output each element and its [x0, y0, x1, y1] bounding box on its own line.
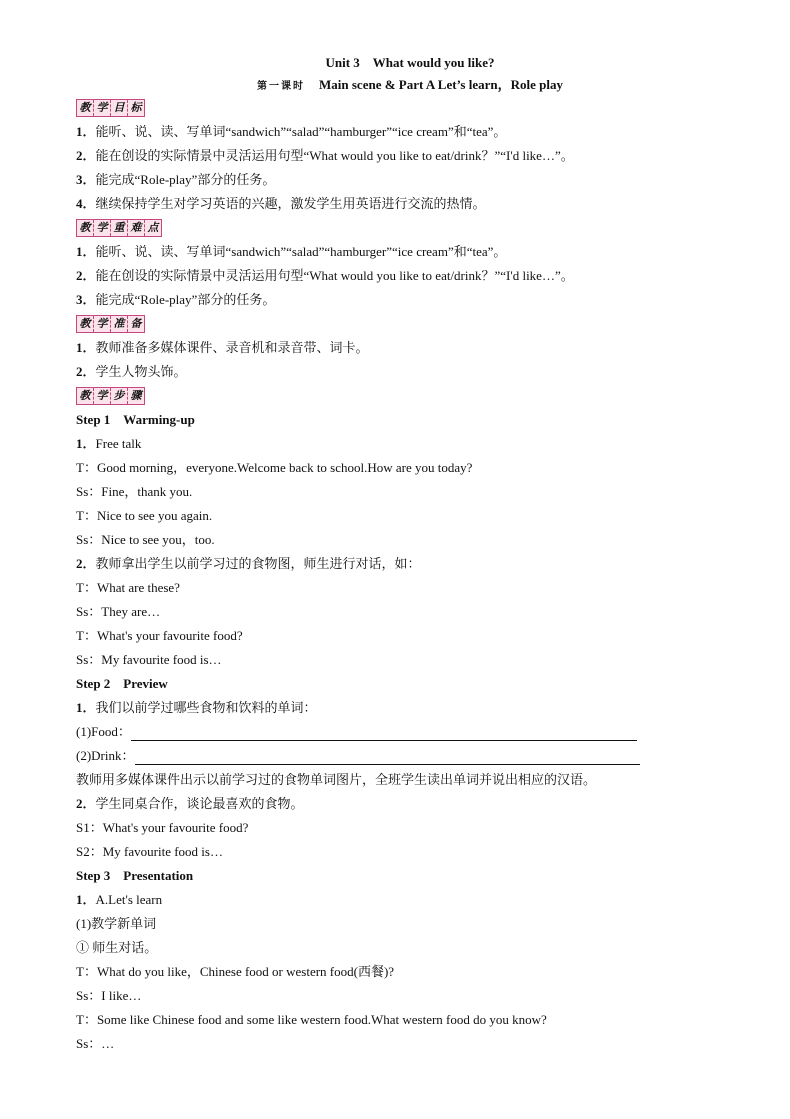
step2-line: 2．学生同桌合作，谈论最喜欢的食物。: [76, 796, 304, 811]
step3-line: T：What do you like，Chinese food or western food(西餐)?: [76, 964, 395, 979]
document-title: Unit 3 What would you like?: [325, 55, 495, 70]
section-badge-keypoints: 教 学 重 难 点: [76, 219, 162, 237]
step1-line: Ss：Nice to see you，too.: [76, 532, 215, 547]
lesson-topic: Main scene & Part A Let’s learn，Role play: [319, 77, 563, 92]
section-badge-steps: 教 学 步 骤: [76, 387, 145, 405]
step3-line: (1)教学新单词: [76, 916, 157, 931]
goal-item: 2．能在创设的实际情景中灵活运用句型“What would you like to eat/drink？”“I'd like…”。: [76, 148, 574, 163]
step2-question: 1．我们以前学过哪些食物和饮料的单词：: [76, 700, 317, 715]
section-badge-goals: 教 学 目 标: [76, 99, 145, 117]
step1-heading: Step 1 Warming-up: [76, 412, 195, 427]
step3-line: Ss：…: [76, 1036, 115, 1051]
document-subtitle: [0, 74, 790, 93]
step2-line: 教师用多媒体课件出示以前学习过的食物单词图片，全班学生读出单词并说出相应的汉语。: [76, 772, 597, 787]
prep-item: 1．教师准备多媒体课件、录音机和录音带、词卡。: [76, 340, 369, 355]
goal-item: 3．能完成“Role-play”部分的任务。: [76, 172, 276, 187]
step1-line: T：What's your favourite food?: [76, 628, 243, 643]
keypoint-item: 2．能在创设的实际情景中灵活运用句型“What would you like to eat/drink？”“I'd like…”。: [76, 268, 574, 283]
step3-heading: Step 3 Presentation: [76, 868, 194, 883]
keypoint-item: 1．能听、说、读、写单词“sandwich”“salad”“hamburger”“ice cream”和“tea”。: [76, 244, 507, 259]
step1-line: T：What are these?: [76, 580, 180, 595]
lesson-label: 第一课时: [257, 81, 306, 92]
step1-line: Ss：They are…: [76, 604, 161, 619]
drink-blank-line: (2)Drink：: [76, 747, 640, 765]
step2-line: S2：My favourite food is…: [76, 844, 223, 859]
keypoint-item: 3．能完成“Role-play”部分的任务。: [76, 292, 276, 307]
food-answer-blank[interactable]: [131, 726, 637, 741]
food-blank-line: (1)Food：: [76, 723, 637, 741]
goal-item: 1．能听、说、读、写单词“sandwich”“salad”“hamburger”“ice cream”和“tea”。: [76, 124, 507, 139]
drink-answer-blank[interactable]: [135, 750, 640, 765]
goal-item: 4．继续保持学生对学习英语的兴趣，激发学生用英语进行交流的热情。: [76, 196, 486, 211]
step1-line: Ss：Fine，thank you.: [76, 484, 193, 499]
step1-line: T：Good morning，everyone.Welcome back to school.How are you today?: [76, 460, 473, 475]
section-badge-prep: 教 学 准 备: [76, 315, 145, 333]
prep-item: 2．学生人物头饰。: [76, 364, 187, 379]
step2-heading: Step 2 Preview: [76, 676, 168, 691]
step1-line: 2．教师拿出学生以前学习过的食物图，师生进行对话，如：: [76, 556, 421, 571]
step1-line: 1．Free talk: [76, 436, 142, 451]
step2-line: S1：What's your favourite food?: [76, 820, 249, 835]
step3-line: ① 师生对话。: [76, 940, 158, 955]
step3-line: T：Some like Chinese food and some like western food.What western food do you know?: [76, 1012, 547, 1027]
step3-line: 1．A.Let's learn: [76, 892, 163, 907]
step3-line: Ss：I like…: [76, 988, 142, 1003]
step1-line: T：Nice to see you again.: [76, 508, 213, 523]
step1-line: Ss：My favourite food is…: [76, 652, 222, 667]
